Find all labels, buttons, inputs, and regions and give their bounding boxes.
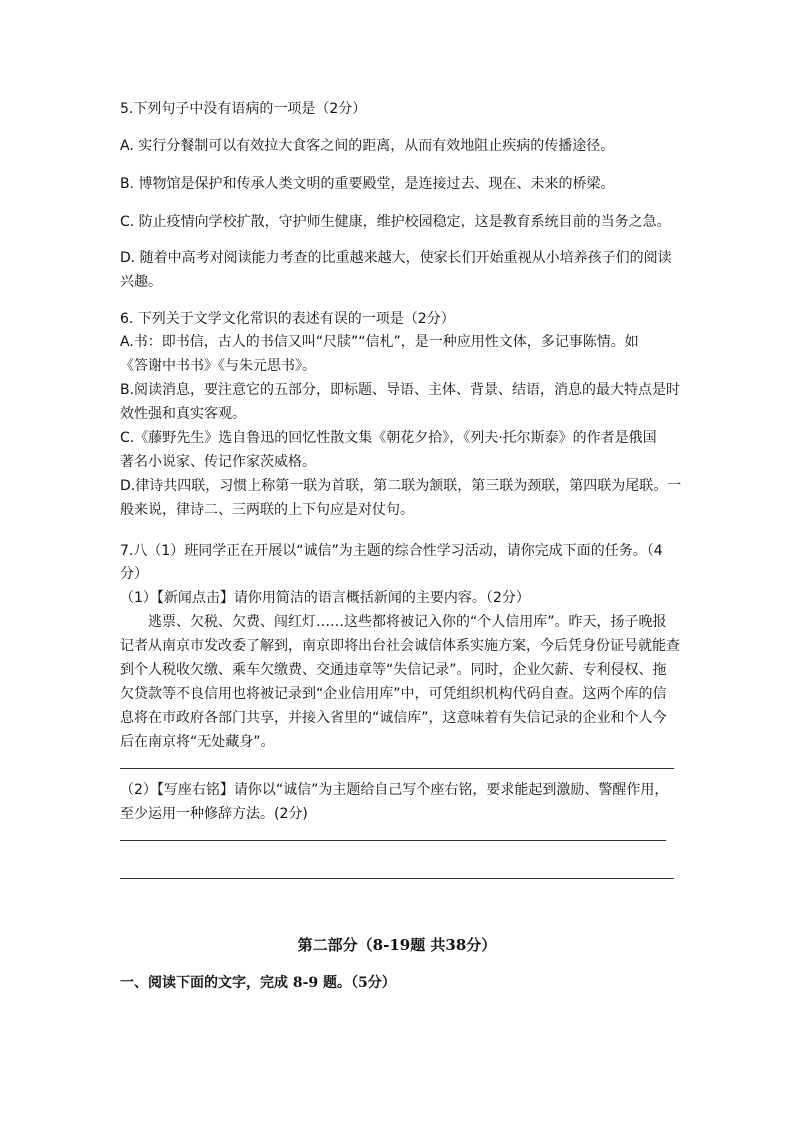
- q6-line-b1: B.阅读消息，要注意它的五部分，即标题、导语、主体、背景、结语，消息的最大特点是时: [120, 382, 681, 398]
- q5-stem: 5.下列句子中没有语病的一项是（2分）: [120, 101, 367, 117]
- q5-option-b: B. 博物馆是保护和传承人类文明的重要殿堂，是连接过去、现在、未来的桥梁。: [120, 176, 615, 192]
- q7-sub1-prompt: （1）【新闻点击】请你用简洁的语言概括新闻的主要内容。（2分）: [120, 590, 530, 606]
- news-paragraph-line: 息将在市政府各部门共享，并接入省里的“诚信库”，这意味着有失信记录的企业和个人今: [120, 710, 667, 726]
- q7-stem-cont: 分）: [120, 566, 148, 582]
- answer-line-sub1[interactable]: [120, 768, 674, 769]
- section1-heading: 一、阅读下面的文字，完成 8-9 题。（5分）: [120, 975, 396, 991]
- q5-option-d-cont: 兴趣。: [120, 274, 162, 290]
- q5-option-d: D. 随着中高考对阅读能力考查的比重越来越大，使家长们开始重视从小培养孩子们的阅读: [120, 250, 672, 266]
- q7-stem: 7.八（1）班同学正在开展以“诚信”为主题的综合性学习活动，请你完成下面的任务。（4: [120, 543, 663, 559]
- news-paragraph-line: 到个人税收欠缴、乘车欠缴费、交通违章等“失信记录”。同时，企业欠薪、专利侵权、拖: [120, 662, 667, 678]
- q7-sub2-prompt: （2）【写座右铭】请你以“诚信”为主题给自己写个座右铭，要求能起到激励、警醒作用，: [120, 782, 669, 798]
- news-paragraph-line: 欠贷款等不良信用也将被记录到“企业信用库”中，可凭组织机构代码自查。这两个库的信: [120, 686, 667, 702]
- q5-option-c: C. 防止疫情向学校扩散，守护师生健康，维护校园稳定，这是教育系统目前的当务之急。: [120, 214, 671, 230]
- q6-line-c2: 著名小说家、传记作家茨威格。: [120, 454, 316, 470]
- news-paragraph-line: 后在南京将“无处藏身”。: [120, 734, 275, 750]
- answer-line-sub2-second[interactable]: [120, 878, 674, 879]
- q6-line-a1: A.书：即书信，古人的书信又叫“尺牍”“信札”，是一种应用性文体，多记事陈情。如: [120, 334, 639, 350]
- q6-line-a2: 《答谢中书书》《与朱元思书》。: [120, 358, 316, 374]
- q5-option-a: A. 实行分餐制可以有效拉大食客之间的距离，从而有效地阻止疾病的传播途径。: [120, 138, 615, 154]
- q6-line-d1: D.律诗共四联，习惯上称第一联为首联，第二联为颔联，第三联为颈联，第四联为尾联。一: [120, 478, 682, 494]
- news-paragraph-line: 记者从南京市发改委了解到，南京即将出台社会诚信体系实施方案，今后凭身份证号就能查: [120, 638, 680, 654]
- news-paragraph-line: 逃票、欠税、欠费、闯红灯……这些都将被记入你的“个人信用库”。昨天，扬子晚报: [148, 614, 667, 630]
- part2-heading: 第二部分（8-19题 共38分）: [297, 936, 497, 954]
- q6-stem: 6. 下列关于文学文化常识的表述有误的一项是（2分）: [120, 311, 455, 327]
- q6-line-c1: C.《藤野先生》选自鲁迅的回忆性散文集《朝花夕拾》，《列夫·托尔斯泰》的作者是俄国: [120, 430, 657, 446]
- q6-line-b2: 效性强和真实客观。: [120, 406, 246, 422]
- q7-sub2-prompt-cont: 至少运用一种修辞方法。(2分): [120, 806, 308, 822]
- q6-line-d2: 般来说，律诗二、三两联的上下句应是对仗句。: [120, 502, 414, 518]
- answer-line-sub2[interactable]: [120, 840, 666, 841]
